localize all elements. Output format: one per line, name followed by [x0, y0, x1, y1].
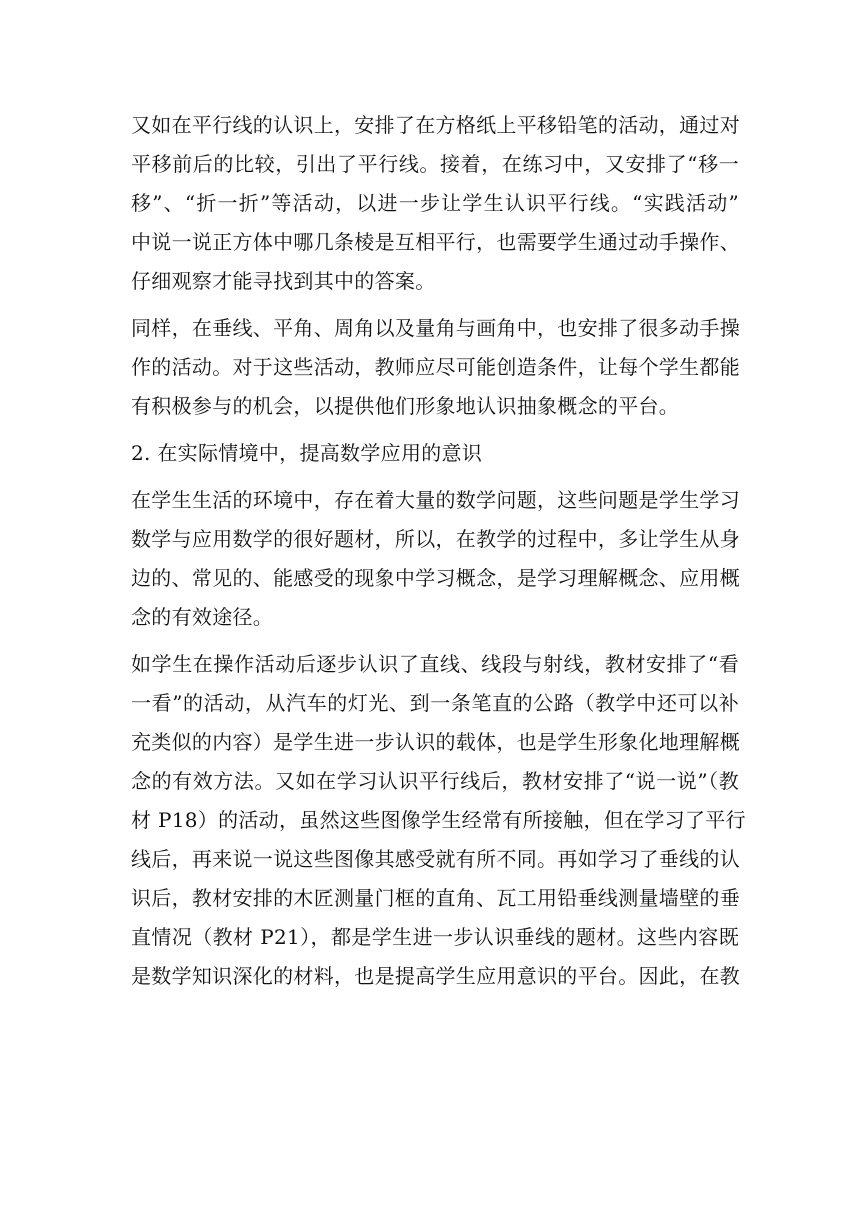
text-line: 一看”的活动，从汽车的灯光、到一条笔直的公路（教学中还可以补 — [131, 691, 739, 715]
text-line: 材 P18）的活动，虽然这些图像学生经常有所接触，但在学习了平行 — [131, 808, 746, 832]
paragraph-real-situations — [131, 481, 739, 637]
text-line: 直情况（教材 P21），都是学生进一步认识垂线的题材。这些内容既 — [131, 925, 739, 949]
document-body — [131, 106, 746, 996]
text-line: 如学生在操作活动后逐步认识了直线、线段与射线，教材安排了“看 — [131, 652, 739, 676]
text-line: 识后，教材安排的木匠测量门框的直角、瓦工用铅垂线测量墙壁的垂 — [131, 886, 740, 910]
heading-line: 2. 在实际情境中，提高数学应用的意识 — [131, 441, 483, 465]
text-line: 同样，在垂线、平角、周角以及量角与画角中，也安排了很多动手操 — [131, 316, 740, 340]
text-line: 作的活动。对于这些活动，教师应尽可能创造条件，让每个学生都能 — [131, 355, 740, 379]
text-line: 有积极参与的机会，以提供他们形象地认识抽象概念的平台。 — [131, 394, 680, 418]
text-line: 数学与应用数学的很好题材，所以，在教学的过程中，多让学生从身 — [131, 527, 740, 551]
text-line: 仔细观察才能寻找到其中的答案。 — [131, 269, 436, 293]
text-line: 在学生生活的环境中，存在着大量的数学问题，这些问题是学生学习 — [131, 488, 740, 512]
text-line: 又如在平行线的认识上，安排了在方格纸上平移铅笔的活动，通过对 — [131, 113, 740, 137]
text-line: 中说一说正方体中哪几条棱是互相平行，也需要学生通过动手操作、 — [131, 230, 740, 254]
text-line: 充类似的内容）是学生进一步认识的载体，也是学生形象化地理解概 — [131, 730, 740, 754]
paragraph-textbook-examples — [131, 645, 746, 996]
text-line: 平移前后的比较，引出了平行线。接着，在练习中，又安排了“移一 — [131, 152, 739, 176]
text-line: 念的有效途径。 — [131, 605, 274, 629]
text-line: 念的有效方法。又如在学习认识平行线后，教材安排了“说一说”（教 — [131, 769, 739, 793]
section-heading — [131, 434, 739, 473]
text-line: 移”、“折一折”等活动，以进一步让学生认识平行线。“实践活动” — [131, 191, 739, 215]
paragraph-parallel-lines — [131, 106, 739, 301]
text-line: 是数学知识深化的材料，也是提高学生应用意识的平台。因此，在教 — [131, 964, 740, 988]
paragraph-perpendicular-angles — [131, 309, 739, 426]
text-line: 线后，再来说一说这些图像其感受就有所不同。再如学习了垂线的认 — [131, 847, 740, 871]
text-line: 边的、常见的、能感受的现象中学习概念，是学习理解概念、应用概 — [131, 566, 740, 590]
